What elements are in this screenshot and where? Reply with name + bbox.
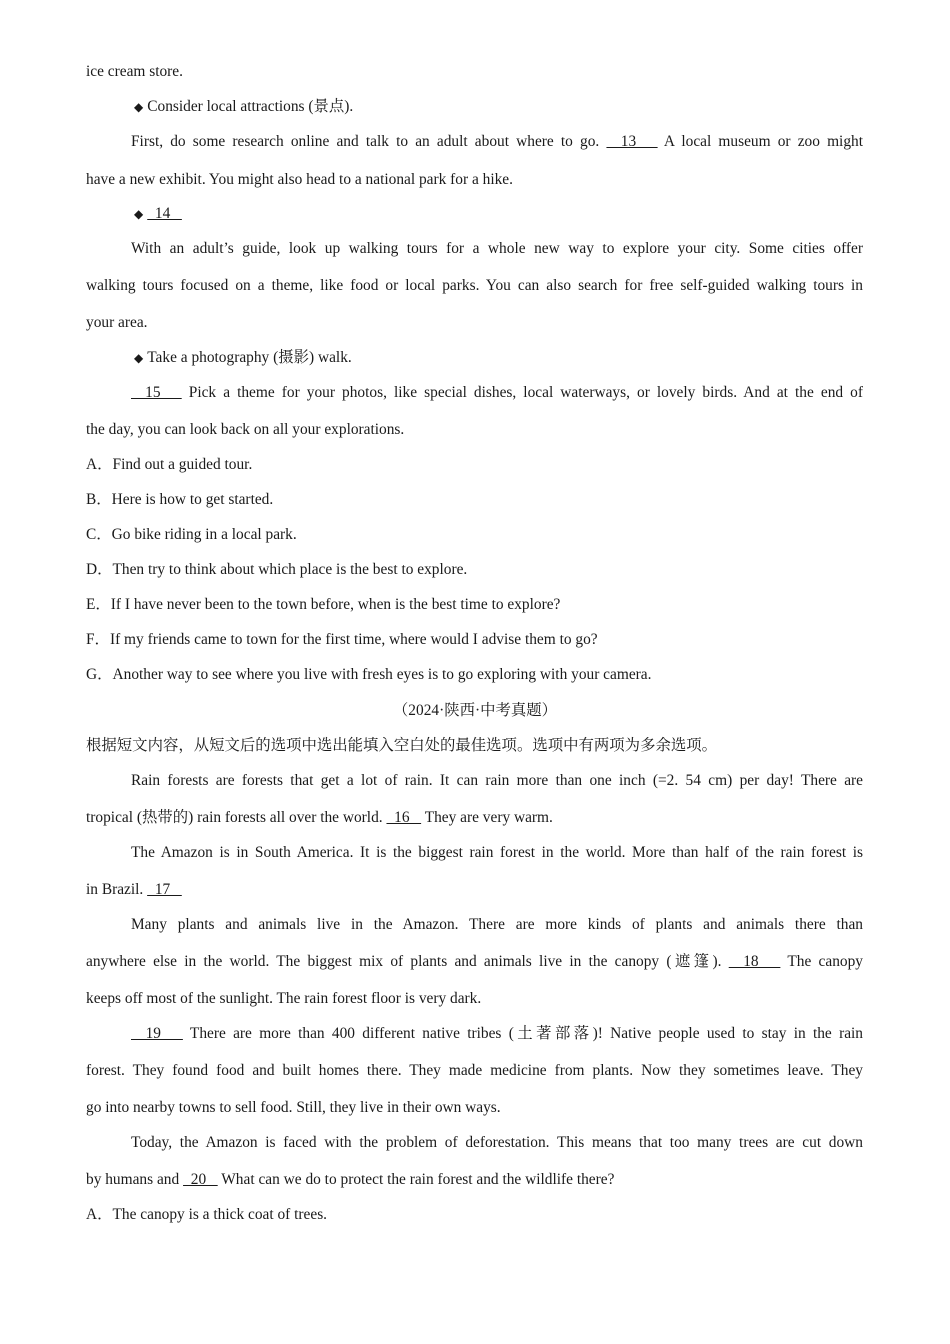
paragraph-line: walking tours focused on a theme, like food or local parks. You can also search for free self-guided walking tours in xyxy=(86,277,863,294)
paragraph-line: have a new exhibit. You might also head to a national park for a hike. xyxy=(86,171,513,188)
paragraph-line: Many plants and animals live in the Amazon. There are more kinds of plants and animals there than xyxy=(131,916,863,933)
paragraph-line: anywhere else in the world. The biggest mix of plants and animals live in the canopy (遮篷). 18 The canopy xyxy=(86,953,863,970)
diamond-icon: ◆ xyxy=(134,351,144,365)
option-f: F．If my friends came to town for the first time, where would I advise them to go? xyxy=(86,631,598,648)
paragraph-line: Today, the Amazon is faced with the problem of deforestation. This means that too many trees are cut down xyxy=(131,1134,863,1151)
blank-18: 18 xyxy=(728,953,781,970)
paragraph-line: 19 There are more than 400 different native tribes (土著部落)! Native people used to stay in the rain xyxy=(131,1025,863,1042)
diamond-icon: ◆ xyxy=(134,207,144,221)
blank-14: 14 xyxy=(147,205,182,222)
paragraph-line: Rain forests are forests that get a lot of rain. It can rain more than one inch (=2. 54 cm) per day! There are xyxy=(131,772,863,789)
instruction: 根据短文内容，从短文后的选项中选出能填入空白处的最佳选项。选项中有两项为多余选项。 xyxy=(86,737,718,754)
paragraph-line: by humans and 20 What can we do to protect the rain forest and the wildlife there? xyxy=(86,1171,615,1188)
paragraph-line: the day, you can look back on all your explorations. xyxy=(86,421,405,438)
paragraph-line: tropical (热带的) rain forests all over the world. 16 They are very warm. xyxy=(86,809,553,826)
bullet-heading xyxy=(134,204,911,224)
paragraph-line: keeps off most of the sunlight. The rain forest floor is very dark. xyxy=(86,990,482,1007)
blank-13: 13 xyxy=(606,133,658,150)
blank-20: 20 xyxy=(183,1171,218,1188)
paragraph-line: The Amazon is in South America. It is the biggest rain forest in the world. More than half of the rain forest is xyxy=(131,844,863,861)
option-g: G．Another way to see where you live with fresh eyes is to go exploring with your camera. xyxy=(86,666,652,683)
bullet-heading: ◆ Consider local attractions (景点). xyxy=(134,98,354,115)
blank-15: 15 xyxy=(131,384,182,401)
exam-source: （2024·陕西·中考真题） xyxy=(392,702,558,719)
paragraph-line: forest. They found food and built homes there. They made medicine from plants. Now they sometimes leave. They xyxy=(86,1062,863,1079)
option-a: A．Find out a guided tour. xyxy=(86,456,253,473)
diamond-icon: ◆ xyxy=(134,100,144,114)
option-d: D．Then try to think about which place is the best to explore. xyxy=(86,561,468,578)
paragraph-line: ice cream store. xyxy=(86,63,183,80)
option-c: C．Go bike riding in a local park. xyxy=(86,526,297,543)
blank-19: 19 xyxy=(131,1025,183,1042)
blank-17: 17 xyxy=(147,881,182,898)
option-b: B．Here is how to get started. xyxy=(86,491,274,508)
paragraph-line: With an adult’s guide, look up walking tours for a whole new way to explore your city. Some cities offer xyxy=(131,240,863,257)
option-e: E．If I have never been to the town before, when is the best time to explore? xyxy=(86,596,561,613)
option-a: A．The canopy is a thick coat of trees. xyxy=(86,1206,328,1223)
paragraph-line: First, do some research online and talk to an adult about where to go. 13 A local museum or zoo might xyxy=(131,133,863,150)
paragraph-line: 15 Pick a theme for your photos, like special dishes, local waterways, or lovely birds. And at the end of xyxy=(131,384,863,401)
paragraph-line: in Brazil. 17 xyxy=(86,881,182,898)
blank-16: 16 xyxy=(386,809,422,826)
paragraph-line: go into nearby towns to sell food. Still, they live in their own ways. xyxy=(86,1099,501,1116)
paragraph-line: your area. xyxy=(86,314,148,331)
bullet-heading: ◆ Take a photography (摄影) walk. xyxy=(134,349,352,366)
